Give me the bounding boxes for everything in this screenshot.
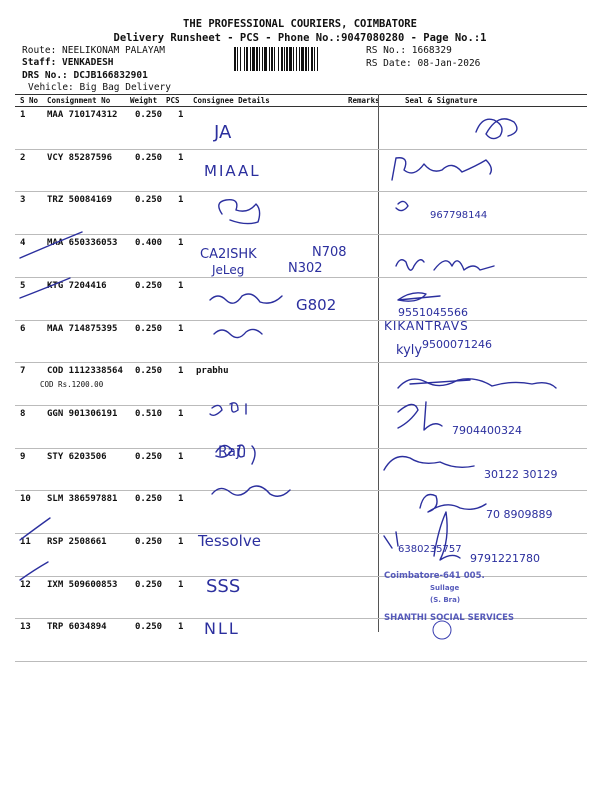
- row-pcs: 1: [178, 579, 184, 590]
- row-weight: 0.250: [135, 366, 163, 377]
- row-consignment-no: KTG 7204416: [47, 280, 107, 291]
- row-weight: 0.250: [135, 323, 163, 334]
- rs-number: RS No.: 1668329: [366, 45, 452, 56]
- signature-mark: [396, 201, 408, 210]
- row-consignment-no: SLM 386597881: [47, 494, 118, 505]
- consignee-handwritten: MIAAL: [204, 162, 261, 180]
- row-pcs: 1: [178, 408, 184, 419]
- row-sno: 3: [20, 195, 26, 206]
- row-pcs: 1: [178, 323, 184, 334]
- consignee-handwritten: SSS: [206, 576, 241, 597]
- company-title: THE PROFESSIONAL COURIERS, COIMBATORE: [183, 18, 417, 30]
- row-weight: 0.400: [135, 238, 163, 249]
- svg-text:Coimbatore-641 005.: Coimbatore-641 005.: [384, 571, 485, 581]
- row-weight: 0.250: [135, 280, 163, 291]
- row-sno: 2: [20, 152, 26, 163]
- signature-mark: [398, 402, 442, 430]
- row-consignment-no: MAA 714875395: [47, 323, 118, 334]
- consignee-handwritten: NLL: [204, 619, 240, 638]
- row-consignment-no: STY 6203506: [47, 451, 107, 462]
- svg-text:Sullage: Sullage: [430, 584, 460, 592]
- staff-label: Staff: VENKADESH: [22, 57, 114, 68]
- consignee-handwritten: JA: [214, 122, 232, 143]
- runsheet-subtitle: Delivery Runsheet - PCS - Phone No.:9047080280 - Page No.:1: [113, 32, 487, 44]
- row-consignment-no: IXM 509600853: [47, 579, 118, 590]
- signature-mark: [396, 260, 424, 270]
- row-sno: 13: [20, 622, 31, 633]
- phone-handwritten: 70 8909889: [486, 508, 553, 521]
- phone-handwritten: 30122 30129: [484, 468, 558, 481]
- row-weight: 0.250: [135, 195, 163, 206]
- route-label: Route: NEELIKONAM PALAYAM: [22, 45, 165, 56]
- row-consignment-no: MAA 710174312: [47, 110, 118, 120]
- row-sno: 10: [20, 494, 31, 505]
- signature-handwritten: kyly: [396, 343, 423, 358]
- row-consignment-no: COD 1112338564: [47, 366, 123, 377]
- signature-mark: [219, 200, 260, 224]
- row-weight: 0.250: [135, 110, 163, 120]
- col-pcs: PCS: [166, 96, 180, 105]
- row-consignment-no: RSP 2508661: [47, 537, 107, 547]
- phone-handwritten: 9791221780: [470, 552, 540, 565]
- strike-mark: [20, 562, 48, 580]
- row-weight: 0.250: [135, 152, 163, 163]
- row-sno: 6: [20, 323, 26, 334]
- row-consignment-no: GGN 901306191: [47, 408, 118, 419]
- drs-number: DRS No.: DCJB166832901: [22, 70, 148, 81]
- signature-mark: [212, 486, 290, 496]
- signature-mark: [384, 532, 398, 548]
- consignee-handwritten: Raj: [218, 444, 240, 460]
- stamp-seal-ring: [433, 621, 451, 639]
- row-pcs: 1: [178, 152, 184, 163]
- row-sno: 8: [20, 408, 26, 419]
- row-pcs: 1: [178, 494, 184, 505]
- signature-mark: [434, 261, 494, 270]
- row-weight: 0.250: [135, 537, 163, 547]
- svg-text:(S. Bra): (S. Bra): [430, 596, 461, 604]
- row-pcs: 1: [178, 195, 184, 206]
- seal-stamp: [384, 571, 514, 623]
- row-sno: 1: [20, 110, 26, 120]
- signature-mark: [210, 403, 246, 415]
- phone-handwritten: 6380235757: [398, 544, 462, 555]
- row-consignment-no: MAA 650336053: [47, 238, 118, 249]
- consignee-handwritten: G802: [296, 296, 337, 314]
- row-sno: 11: [20, 537, 31, 547]
- strike-mark: [20, 278, 70, 298]
- phone-handwritten: 9551045566: [398, 306, 468, 319]
- row-consignment-no: TRP 6034894: [47, 622, 107, 633]
- phone-handwritten: 9500071246: [422, 338, 492, 351]
- signature-handwritten: KIKANTRAVS: [384, 319, 469, 333]
- signature-mark: [210, 294, 282, 303]
- signature-mark: [398, 293, 440, 301]
- col-signature: Seal & Signature: [405, 96, 478, 105]
- svg-text:SHANTHI SOCIAL SERVICES: SHANTHI SOCIAL SERVICES: [384, 613, 515, 623]
- signature-mark: [420, 495, 486, 513]
- row-pcs: 1: [178, 238, 184, 249]
- strike-mark: [20, 232, 82, 258]
- col-remarks: Remarks: [348, 96, 380, 105]
- row-sno: 7: [20, 366, 26, 377]
- row-consignment-no: TRZ 50084169: [47, 195, 113, 206]
- row-weight: 0.250: [135, 579, 163, 590]
- row-sno: 9: [20, 451, 26, 462]
- row-consignment-no: VCY 85287596: [47, 152, 113, 163]
- row-consignee: prabhu: [196, 366, 229, 377]
- row-weight: 0.510: [135, 408, 163, 419]
- consignee-handwritten: Tessolve: [198, 532, 261, 550]
- row-pcs: 1: [178, 110, 184, 120]
- signature-mark: [384, 457, 474, 471]
- signature-mark: [392, 158, 491, 180]
- row-weight: 0.250: [135, 451, 163, 462]
- signature-mark: [476, 119, 517, 139]
- signature-mark: [214, 329, 262, 337]
- row-weight: 0.250: [135, 494, 163, 505]
- consignee-handwritten: N708: [312, 245, 347, 260]
- phone-handwritten: 7904400324: [452, 424, 522, 437]
- strike-mark: [410, 380, 470, 384]
- phone-handwritten: 967798144: [430, 210, 488, 221]
- row-cod-amount: COD Rs.1200.00: [40, 380, 104, 390]
- row-pcs: 1: [178, 622, 184, 633]
- col-sno: S No: [20, 96, 39, 105]
- row-pcs: 1: [178, 280, 184, 291]
- col-weight: Weight: [130, 96, 158, 105]
- consignee-handwritten: JeLeg: [212, 263, 245, 277]
- row-pcs: 1: [178, 366, 184, 377]
- rs-date: RS Date: 08-Jan-2026: [366, 58, 481, 69]
- strike-mark: [20, 518, 50, 540]
- row-weight: 0.250: [135, 622, 163, 633]
- vehicle-label: Vehicle: Big Bag Delivery: [28, 82, 171, 93]
- row-sno: 4: [20, 238, 26, 249]
- consignee-handwritten: CA2ISHK: [200, 247, 257, 262]
- col-consignment: Consignment No: [47, 96, 111, 105]
- row-pcs: 1: [178, 451, 184, 462]
- row-sno: 12: [20, 579, 31, 590]
- row-sno: 5: [20, 280, 26, 291]
- row-pcs: 1: [178, 537, 184, 547]
- consignee-handwritten: N302: [288, 261, 323, 276]
- col-consignee: Consignee Details: [193, 96, 270, 105]
